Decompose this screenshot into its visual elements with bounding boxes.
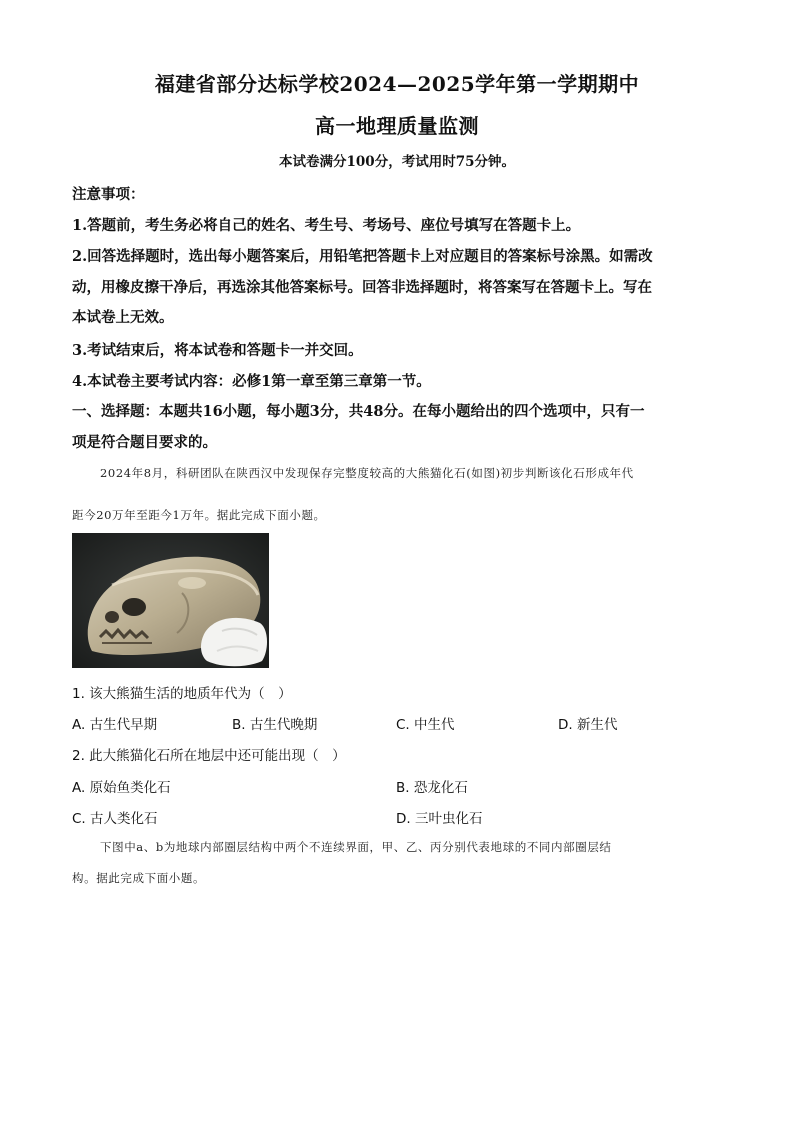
question-1-option-c[interactable]: C. 中生代	[396, 717, 455, 733]
question-2-option-b[interactable]: B. 恐龙化石	[396, 780, 468, 796]
question-1-option-d[interactable]: D. 新生代	[558, 717, 618, 733]
exam-title: 福建省部分达标学校2024—2025学年第一学期期中	[154, 72, 640, 96]
question-2-stem: 2. 此大熊猫化石所在地层中还可能出现（ ）	[72, 748, 346, 764]
question-1-stem: 1. 该大熊猫生活的地质年代为（ ）	[72, 686, 292, 702]
note-item-3: 3.考试结束后，将本试卷和答题卡一并交回。	[72, 342, 363, 359]
note-item-1: 1.答题前，考生务必将自己的姓名、考生号、考场号、座位号填写在答题卡上。	[72, 217, 581, 234]
passage-2-line-2: 构。据此完成下面小题。	[72, 871, 206, 885]
score-note: 本试卷满分100分，考试用时75分钟。	[279, 154, 515, 170]
section-1-heading-line-1: 一、选择题：本题共16小题，每小题3分，共48分。在每小题给出的四个选项中，只有一	[72, 403, 645, 420]
panda-fossil-photo	[72, 533, 269, 668]
passage-2-line-1: 下图中a、b为地球内部圈层结构中两个不连续界面，甲、乙、丙分别代表地球的不同内部圈层结	[100, 840, 612, 854]
passage-1-line-1: 2024年8月，科研团队在陕西汉中发现保存完整度较高的大熊猫化石(如图)初步判断该化石形成年代	[100, 466, 634, 480]
question-2-option-d[interactable]: D. 三叶虫化石	[396, 811, 483, 827]
passage-1-line-2: 距今20万年至距今1万年。据此完成下面小题。	[72, 508, 326, 522]
notes-heading: 注意事项：	[72, 186, 145, 203]
question-1-option-b[interactable]: B. 古生代晚期	[232, 717, 318, 733]
question-2-option-c[interactable]: C. 古人类化石	[72, 811, 158, 827]
note-item-4: 4.本试卷主要考试内容：必修1第一章至第三章第一节。	[72, 373, 431, 390]
note-item-2-line-3: 本试卷上无效。	[72, 309, 174, 326]
exam-subject-title: 高一地理质量监测	[315, 114, 479, 138]
note-item-2-line-2: 动，用橡皮擦干净后，再选涂其他答案标号。回答非选择题时，将答案写在答题卡上。写在	[72, 279, 652, 296]
note-item-2-line-1: 2.回答选择题时，选出每小题答案后，用铅笔把答题卡上对应题目的答案标号涂黑。如需改	[72, 248, 653, 265]
question-2-option-a[interactable]: A. 原始鱼类化石	[72, 780, 171, 796]
question-1-option-a[interactable]: A. 古生代早期	[72, 717, 158, 733]
section-1-heading-line-2: 项是符合题目要求的。	[72, 434, 217, 451]
